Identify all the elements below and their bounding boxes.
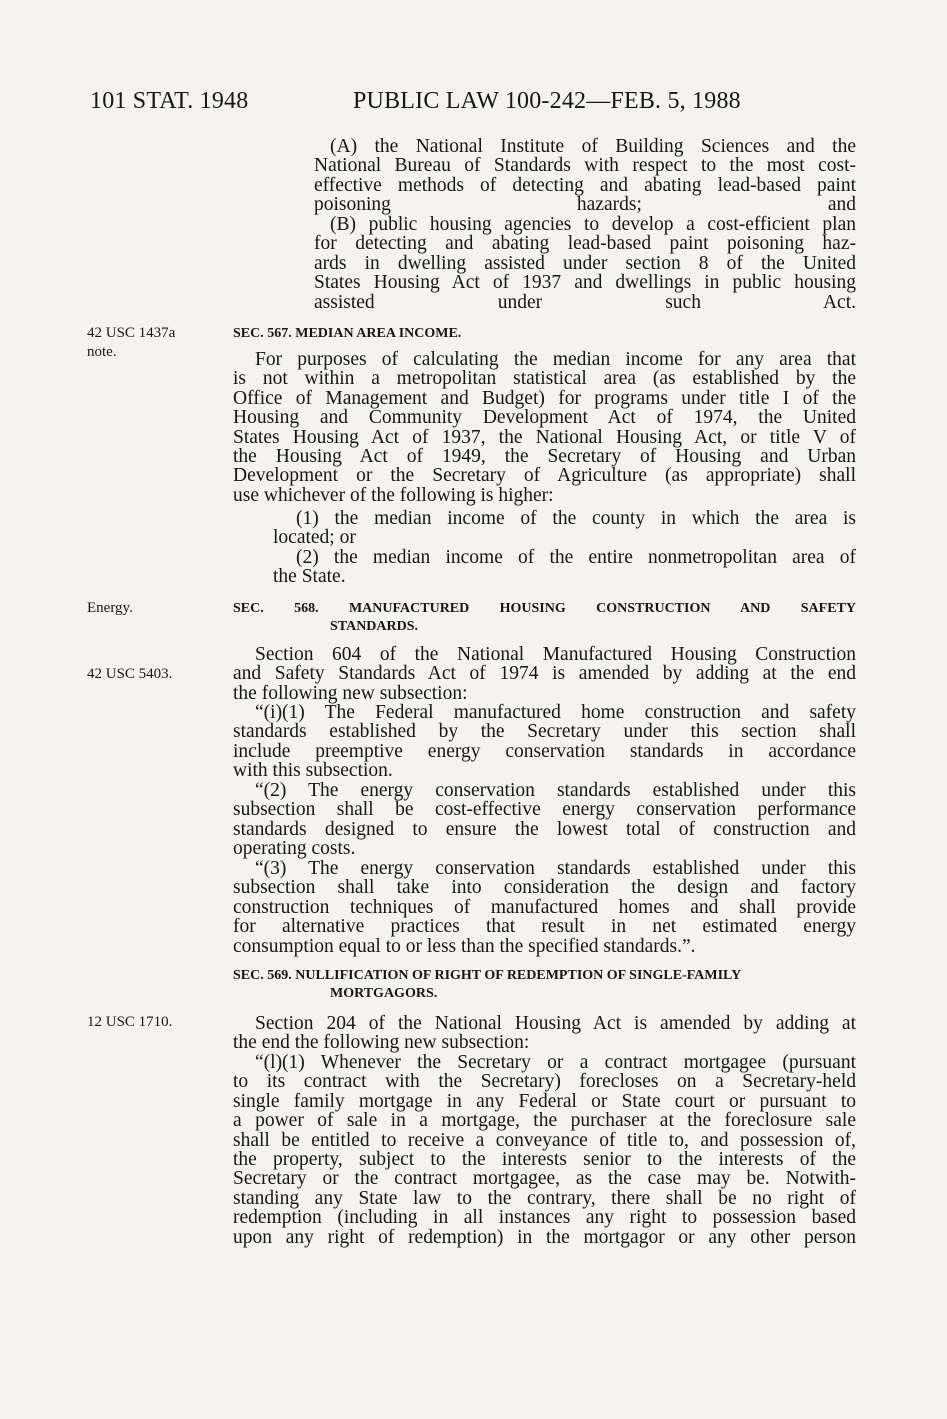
section-567-item-2	[273, 548, 856, 587]
text-line: “(2) The energy conservation standards established under this	[255, 780, 856, 801]
text-line: the State.	[273, 566, 346, 588]
text-line: shall be entitled to receive a conveyance of title to, and possession of,	[233, 1129, 856, 1151]
text-line: (A) the National Institute of Building Sciences and the	[330, 136, 856, 157]
section-568-subsection-3	[233, 859, 856, 956]
margin-note-usc-5403: 42 USC 5403.	[87, 666, 173, 682]
law-title: PUBLIC LAW 100-242—FEB. 5, 1988	[353, 88, 741, 114]
text-line: located; or	[273, 527, 356, 549]
margin-note-note: note.	[87, 344, 117, 360]
text-line: redemption (including in all instances any right to possession based	[233, 1207, 856, 1229]
text-line: Housing and Community Development Act of 1974, the United	[233, 407, 856, 429]
text-line: upon any right of redemption) in the mortgagor or any other person	[233, 1226, 856, 1248]
running-header	[90, 88, 887, 122]
text-line: ards in dwelling assisted under section 8 of the United	[314, 252, 856, 274]
margin-note-energy: Energy.	[87, 600, 133, 616]
text-line: “(3) The energy conservation standards established under this	[255, 858, 856, 879]
section-568-heading	[233, 600, 856, 636]
section-567-item-1	[273, 509, 856, 548]
section-569-heading	[233, 967, 856, 1003]
text-line: subsection shall take into consideration the design and factory	[233, 877, 856, 899]
text-line: (1) the median income of the county in which the area is	[296, 508, 856, 529]
text-line: Development or the Secretary of Agriculture (as appropriate) shall	[233, 465, 856, 487]
paragraph-b	[314, 215, 856, 312]
text-line: consumption equal to or less than the specified standards.”.	[233, 935, 696, 957]
text-line: (2) the median income of the entire nonmetropolitan area of	[296, 547, 856, 568]
text-line: National Bureau of Standards with respect to the most cost-	[314, 155, 856, 177]
text-line: standing any State law to the contrary, there shall be no right of	[233, 1187, 856, 1209]
heading-line: STANDARDS.	[330, 619, 419, 634]
text-line: with this subsection.	[233, 760, 393, 782]
text-line: (B) public housing agencies to develop a cost-efficient plan	[330, 214, 856, 235]
text-line: the property, subject to the interests senior to the interests of the	[233, 1149, 856, 1171]
text-line: operating costs.	[233, 838, 356, 860]
section-568-subsection-1	[233, 703, 856, 781]
text-line: assisted under such Act.	[314, 291, 856, 313]
text-line: single family mortgage in any Federal or State court or pursuant to	[233, 1090, 856, 1112]
text-line: the end the following new subsection:	[233, 1032, 530, 1054]
text-line: For purposes of calculating the median income for any area that	[255, 349, 856, 370]
text-line: and Safety Standards Act of 1974 is amended by adding at the end	[233, 663, 856, 685]
text-line: subsection shall be cost-effective energy conservation performance	[233, 799, 856, 821]
text-line: standards designed to ensure the lowest total of construction and	[233, 818, 856, 840]
text-line: Section 604 of the National Manufactured Housing Construction	[255, 644, 856, 665]
margin-note-usc-1437a: 42 USC 1437a	[87, 325, 176, 341]
section-567-body	[233, 350, 856, 505]
text-line: for detecting and abating lead-based paint poisoning haz-	[314, 233, 856, 255]
text-line: construction techniques of manufactured homes and shall provide	[233, 896, 856, 918]
text-line: for alternative practices that result in net estimated energy	[233, 916, 856, 938]
text-line: include preemptive energy conservation standards in accordance	[233, 740, 856, 762]
heading-line: SEC. 569. NULLIFICATION OF RIGHT OF REDEMPTION OF SINGLE-FAMILY	[233, 968, 742, 983]
margin-note-usc-1710: 12 USC 1710.	[87, 1014, 173, 1030]
text-line: Secretary or the contract mortgagee, as the case may be. Notwith-	[233, 1168, 856, 1190]
text-line: effective methods of detecting and abating lead-based paint	[314, 174, 856, 196]
text-line: a power of sale in a mortgage, the purchaser at the foreclosure sale	[233, 1110, 856, 1132]
text-line: States Housing Act of 1937 and dwellings in public housing	[314, 272, 856, 294]
heading-line: MORTGAGORS.	[330, 986, 438, 1001]
text-line: “(i)(1) The Federal manufactured home construction and safety	[255, 702, 856, 723]
text-line: States Housing Act of 1937, the National Housing Act, or title V of	[233, 426, 856, 448]
text-line: to its contract with the Secretary) forecloses on a Secretary-held	[233, 1071, 856, 1093]
text-line: “(l)(1) Whenever the Secretary or a contract mortgagee (pursuant	[255, 1052, 856, 1073]
text-line: the following new subsection:	[233, 682, 468, 704]
stat-reference: 101 STAT. 1948	[90, 88, 249, 114]
section-569-intro	[233, 1014, 856, 1053]
text-line: standards established by the Secretary under this section shall	[233, 721, 856, 743]
text-line: is not within a metropolitan statistical area (as established by the	[233, 368, 856, 390]
section-568-intro	[233, 645, 856, 703]
section-567-heading: SEC. 567. MEDIAN AREA INCOME.	[233, 326, 462, 341]
text-line: poisoning hazards; and	[314, 194, 856, 216]
section-568-subsection-2	[233, 781, 856, 859]
heading-line: SEC. 568. MANUFACTURED HOUSING CONSTRUCTION AND SAFETY	[233, 601, 856, 616]
text-line: Section 204 of the National Housing Act is amended by adding at	[255, 1013, 856, 1034]
section-569-subsection-1	[233, 1053, 856, 1247]
paragraph-a	[314, 137, 856, 215]
text-line: Office of Management and Budget) for programs under title I of the	[233, 387, 856, 409]
text-line: use whichever of the following is higher:	[233, 484, 554, 506]
text-line: the Housing Act of 1949, the Secretary of Housing and Urban	[233, 446, 856, 468]
